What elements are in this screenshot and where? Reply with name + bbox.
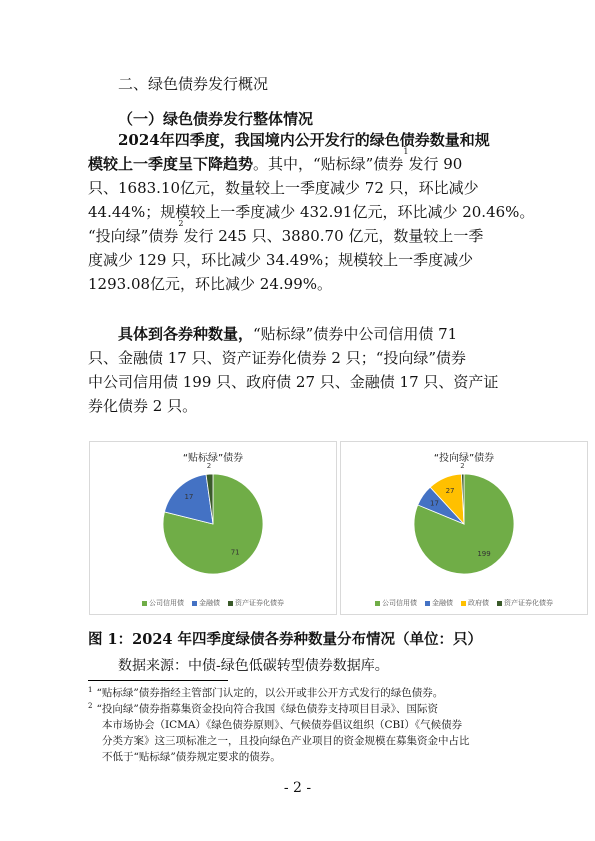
legend-item — [425, 598, 453, 608]
footnote-2-cont: 本市场协会（ICMA）《绿色债券原则》、气候债券倡议组织（CBI）《气候债券 — [102, 719, 463, 731]
subsection-heading: （一）绿色债券发行整体情况 — [118, 110, 314, 128]
pie-slice-label: 2 — [460, 462, 465, 471]
pie-slice-label: 17 — [184, 493, 194, 502]
legend-item — [228, 598, 284, 608]
legend-item — [497, 598, 553, 608]
text-run: 发行 90 — [408, 155, 463, 173]
legend-swatch — [497, 601, 502, 606]
legend-label: 政府债 — [468, 599, 489, 607]
chart-legend — [90, 598, 336, 608]
lead-sentence: 2024年四季度，我国境内公开发行的绿色债券数量和规 — [118, 131, 490, 149]
legend-item — [142, 598, 184, 608]
text-run: 中公司信用债 199 只、政府债 27 只、金融债 17 只、资产证 — [88, 373, 499, 391]
pie-chart-invested-green — [340, 441, 588, 615]
footnote-text: “投向绿”债券指募集资金投向符合我国《绿色债券支持项目目录》、国际资 — [96, 703, 438, 715]
pie-chart-svg — [341, 442, 587, 614]
footnote-2 — [88, 701, 510, 717]
footnote-1 — [88, 685, 510, 701]
footnote-divider — [88, 680, 228, 681]
pie-slice-label: 2 — [206, 462, 212, 471]
paragraph-issuance-overview — [88, 128, 535, 296]
legend-swatch — [375, 601, 380, 606]
text-run: 度减少 129 只，环比减少 34.49%；规模较上一季度减少 — [88, 251, 474, 269]
data-source: 数据来源：中债-绿色低碳转型债券数据库。 — [118, 658, 389, 674]
legend-swatch — [425, 601, 430, 606]
legend-label: 资产证券化债券 — [504, 599, 553, 607]
text-run: 发行 245 只、3880.70 亿元，数量较上一季 — [183, 227, 484, 245]
text-run: 1293.08亿元，环比减少 24.99%。 — [88, 275, 332, 293]
lead-sentence-end: 模较上一季度呈下降趋势 — [88, 155, 254, 173]
text-run: 券化债券 2 只。 — [88, 397, 198, 415]
pie-slice-label: 27 — [445, 486, 455, 495]
paragraph-by-type — [88, 322, 508, 418]
footnote-mark: 1 — [88, 685, 93, 694]
legend-swatch — [192, 601, 197, 606]
pie-slice-label: 71 — [230, 548, 240, 557]
legend-item — [375, 598, 417, 608]
footnote-ref-2: 2 — [178, 219, 184, 228]
footnote-2-cont: 不低于“贴标绿”债券规定要求的债券。 — [102, 751, 281, 763]
legend-label: 公司信用债 — [149, 599, 184, 607]
text-run: 只、1683.10亿元，数量较上一季度减少 72 只，环比减少 — [88, 179, 479, 197]
legend-swatch — [461, 601, 466, 606]
footnotes — [88, 685, 510, 765]
legend-label: 金融债 — [432, 599, 453, 607]
legend-swatch — [228, 601, 233, 606]
pie-chart-labeled-green — [89, 441, 337, 615]
chart-title: “投向绿”债券 — [433, 453, 495, 464]
chart-legend — [341, 598, 587, 608]
section-heading: 二、绿色债券发行概况 — [118, 75, 269, 93]
footnote-text: “贴标绿”债券指经主管部门认定的，以公开或非公开方式发行的绿色债券。 — [96, 687, 444, 699]
text-run: 。其中，“贴标绿”债券 — [253, 155, 404, 173]
figure-caption: 图 1：2024 年四季度绿债各券种数量分布情况（单位：只） — [88, 631, 483, 648]
pie-chart-svg — [90, 442, 336, 614]
chart-title: “贴标绿”债券 — [182, 453, 244, 464]
legend-item — [192, 598, 220, 608]
lead-phrase: 具体到各券种数量， — [118, 325, 254, 343]
legend-item — [461, 598, 489, 608]
legend-label: 金融债 — [199, 599, 220, 607]
pie-slice-label: 199 — [477, 549, 491, 558]
footnote-ref-1: 1 — [403, 147, 409, 156]
text-run: “贴标绿”债券中公司信用债 71 — [253, 325, 458, 343]
legend-label: 公司信用债 — [382, 599, 417, 607]
text-run: 只、金融债 17 只、资产证券化债券 2 只；“投向绿”债券 — [88, 349, 467, 367]
page-number: - 2 - — [283, 780, 312, 796]
text-run: 44.44%；规模较上一季度减少 432.91亿元，环比减少 20.46%。 — [88, 203, 535, 221]
text-run: “投向绿”债券 — [88, 227, 179, 245]
pie-slice-label: 17 — [430, 499, 439, 508]
footnote-mark: 2 — [88, 701, 93, 710]
legend-label: 资产证券化债券 — [235, 599, 284, 607]
footnote-2-cont: 分类方案》这三项标准之一，且投向绿色产业项目的资金规模在募集资金中占比 — [102, 735, 470, 747]
legend-swatch — [142, 601, 147, 606]
